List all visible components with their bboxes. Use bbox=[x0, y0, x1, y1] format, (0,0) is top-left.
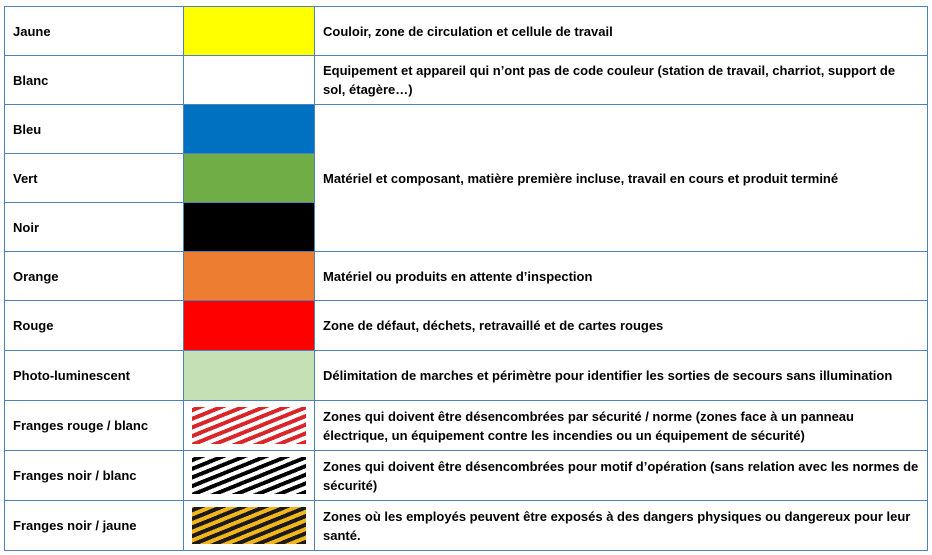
color-name: Rouge bbox=[5, 301, 184, 351]
color-swatch bbox=[184, 56, 315, 105]
swatch-fill bbox=[184, 203, 314, 251]
color-name: Vert bbox=[5, 154, 184, 203]
color-code-table bbox=[4, 6, 928, 551]
swatch-fill bbox=[184, 105, 314, 153]
color-description: Matériel ou produits en attente d’inspection bbox=[315, 252, 928, 301]
stripe-pattern bbox=[192, 407, 306, 444]
color-description: Zones où les employés peuvent être exposés à des dangers physiques ou dangereux pour leur santé. bbox=[315, 501, 928, 551]
table-row bbox=[5, 105, 928, 154]
stripe-swatch bbox=[184, 451, 315, 501]
color-description: Matériel et composant, matière première incluse, travail en cours et produit terminé bbox=[315, 105, 928, 252]
color-name: Noir bbox=[5, 203, 184, 252]
color-description: Zone de défaut, déchets, retravaillé et de cartes rouges bbox=[315, 301, 928, 351]
table-row bbox=[5, 451, 928, 501]
swatch-fill bbox=[184, 7, 314, 55]
stripe-swatch bbox=[184, 401, 315, 451]
color-name: Blanc bbox=[5, 56, 184, 105]
stripe-swatch bbox=[184, 501, 315, 551]
color-swatch bbox=[184, 7, 315, 56]
color-description: Délimitation de marches et périmètre pour identifier les sorties de secours sans illumination bbox=[315, 351, 928, 401]
color-name: Jaune bbox=[5, 7, 184, 56]
color-swatch bbox=[184, 252, 315, 301]
table-row bbox=[5, 401, 928, 451]
color-description: Couloir, zone de circulation et cellule de travail bbox=[315, 7, 928, 56]
swatch-fill bbox=[184, 351, 314, 400]
color-name: Franges rouge / blanc bbox=[5, 401, 184, 451]
table-row bbox=[5, 252, 928, 301]
color-name: Franges noir / blanc bbox=[5, 451, 184, 501]
color-description: Zones qui doivent être désencombrées pour motif d’opération (sans relation avec les normes de sécurité) bbox=[315, 451, 928, 501]
stripe-pattern bbox=[192, 507, 306, 544]
color-swatch bbox=[184, 351, 315, 401]
stripe-pattern bbox=[192, 457, 306, 494]
table-row bbox=[5, 301, 928, 351]
color-name: Bleu bbox=[5, 105, 184, 154]
color-swatch bbox=[184, 105, 315, 154]
swatch-fill bbox=[184, 56, 314, 104]
color-name: Franges noir / jaune bbox=[5, 501, 184, 551]
color-swatch bbox=[184, 301, 315, 351]
table-row bbox=[5, 501, 928, 551]
color-swatch bbox=[184, 154, 315, 203]
color-name: Photo-luminescent bbox=[5, 351, 184, 401]
table-row bbox=[5, 56, 928, 105]
swatch-fill bbox=[184, 154, 314, 202]
color-description: Equipement et appareil qui n’ont pas de code couleur (station de travail, charriot, support de sol, étagère…) bbox=[315, 56, 928, 105]
swatch-fill bbox=[184, 301, 314, 350]
table-row bbox=[5, 7, 928, 56]
table-row bbox=[5, 351, 928, 401]
swatch-fill bbox=[184, 252, 314, 300]
color-name: Orange bbox=[5, 252, 184, 301]
color-swatch bbox=[184, 203, 315, 252]
color-description: Zones qui doivent être désencombrées par sécurité / norme (zones face à un panneau électrique, un équipement contre les incendies ou un équipement de sécurité) bbox=[315, 401, 928, 451]
